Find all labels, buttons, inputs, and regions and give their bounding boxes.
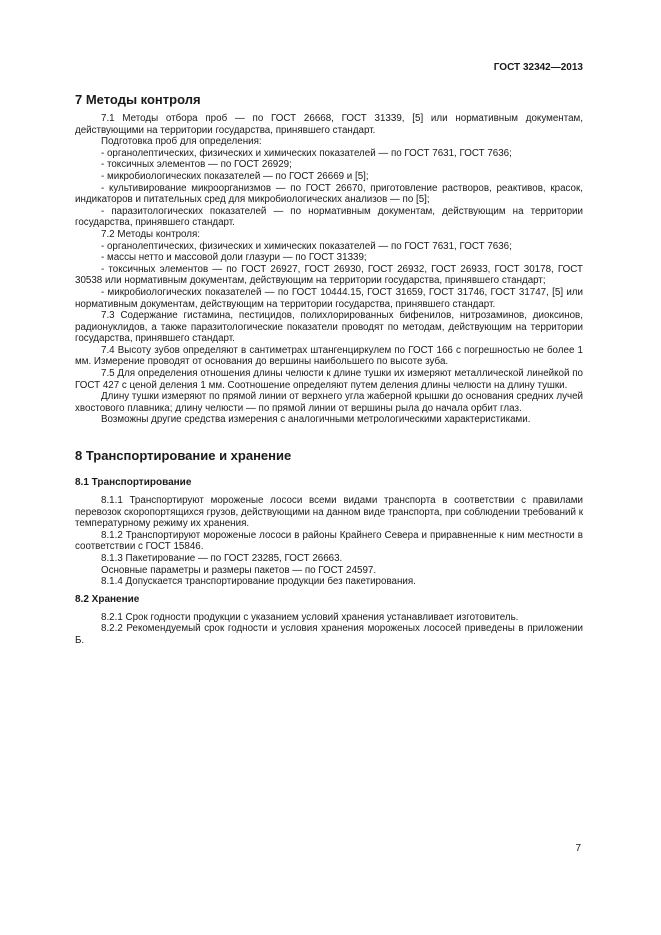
subsection-8-2-title: 8.2 Хранение — [75, 593, 140, 605]
list-item: - микробиологических показателей — по ГОСТ 10444.15, ГОСТ 31659, ГОСТ 31746, ГОСТ 31747, [5] или нормативным документам, действующим на территории государства, принявшего стандарт. — [75, 286, 583, 310]
list-item: - токсичных элементов — по ГОСТ 26927, ГОСТ 26930, ГОСТ 26932, ГОСТ 26933, ГОСТ 30178, ГОСТ 30538 или нормативным документам, действующим на территории государства, принявшего стандарт; — [75, 263, 583, 287]
list-item: - токсичных элементов — по ГОСТ 26929; — [101, 159, 292, 171]
paragraph: 8.2.1 Срок годности продукции с указанием условий хранения устанавливает изготовитель. — [101, 611, 519, 623]
paragraph: Длину тушки измеряют по прямой линии от верхнего угла жаберной крышки до основания средних лучей хвостового плавника; длину челюсти — по прямой линии от вершины рыла до начала орбит глаз. — [75, 391, 583, 414]
paragraph: 7.5 Для определения отношения длины челюсти к длине тушки их измеряют металлической линейкой по ГОСТ 427 с ценой деления 1 мм. Соотношение определяют путем деления длины челюсти на длину тушки. — [75, 368, 583, 391]
paragraph: 7.2 Методы контроля: — [101, 228, 200, 240]
paragraph: Возможны другие средства измерения с аналогичными метрологическими характеристиками. — [101, 414, 531, 426]
list-item: - органолептических, физических и химических показателей — по ГОСТ 7631, ГОСТ 7636; — [101, 147, 512, 159]
list-item: - микробиологических показателей — по ГОСТ 26669 и [5]; — [101, 170, 369, 182]
standard-number: ГОСТ 32342—2013 — [493, 62, 583, 73]
paragraph: 7.3 Содержание гистамина, пестицидов, полихлорированных бифенилов, нитрозаминов, диоксинов, радионуклидов, а также паразитологические показатели проводят по методам, действующим на территории государства, принявшего стандарт. — [75, 310, 583, 345]
list-item: - массы нетто и массовой доли глазури — по ГОСТ 31339; — [101, 252, 367, 264]
section-8-title: 8 Транспортирование и хранение — [75, 448, 292, 464]
paragraph: 8.2.2 Рекомендуемый срок годности и условия хранения мороженых лососей приведены в приложении Б. — [75, 623, 583, 646]
paragraph: 8.1.3 Пакетирование — по ГОСТ 23285, ГОСТ 26663. — [101, 553, 343, 564]
paragraph: 7.1 Методы отбора проб — по ГОСТ 26668, ГОСТ 31339, [5] или нормативным документам, действующими на территории государства, принявшего стандарт. — [75, 113, 583, 136]
paragraph: Основные параметры и размеры пакетов — по ГОСТ 24597. — [101, 564, 377, 576]
list-item: - паразитологических показателей — по нормативным документам, действующим на территории государства, принявшего стандарт. — [75, 205, 583, 229]
section-7-title: 7 Методы контроля — [75, 92, 201, 107]
page-content — [75, 92, 583, 647]
paragraph: Подготовка проб для определения: — [101, 136, 262, 148]
paragraph: 8.1.2 Транспортируют мороженые лососи в районы Крайнего Севера и приравненные к ним местности в соответствии с ГОСТ 15846. — [75, 529, 583, 553]
paragraph: 8.1.1 Транспортируют мороженые лососи всеми видами транспорта в соответствии с правилами перевозок скоропортящихся грузов, действующими на данном виде транспорта, при соблюдении требований к температурному режиму их хранения. — [75, 495, 583, 530]
list-item: - культивирование микроорганизмов — по ГОСТ 26670, приготовление растворов, реактивов, красок, индикаторов и питательных сред для микробиологических анализов — по [5]; — [75, 182, 583, 206]
subsection-8-1-title: 8.1 Транспортирование — [75, 477, 192, 489]
page-number: 7 — [575, 843, 581, 854]
paragraph: 7.4 Высоту зубов определяют в сантиметрах штангенциркулем по ГОСТ 166 с погрешностью не более 1 мм. Измерение проводят от основания до вершины наибольшего по высоте зуба. — [75, 344, 583, 368]
paragraph: 8.1.4 Допускается транспортирование продукции без пакетирования. — [101, 576, 416, 588]
list-item: - органолептических, физических и химических показателей — по ГОСТ 7631, ГОСТ 7636; — [101, 240, 512, 252]
